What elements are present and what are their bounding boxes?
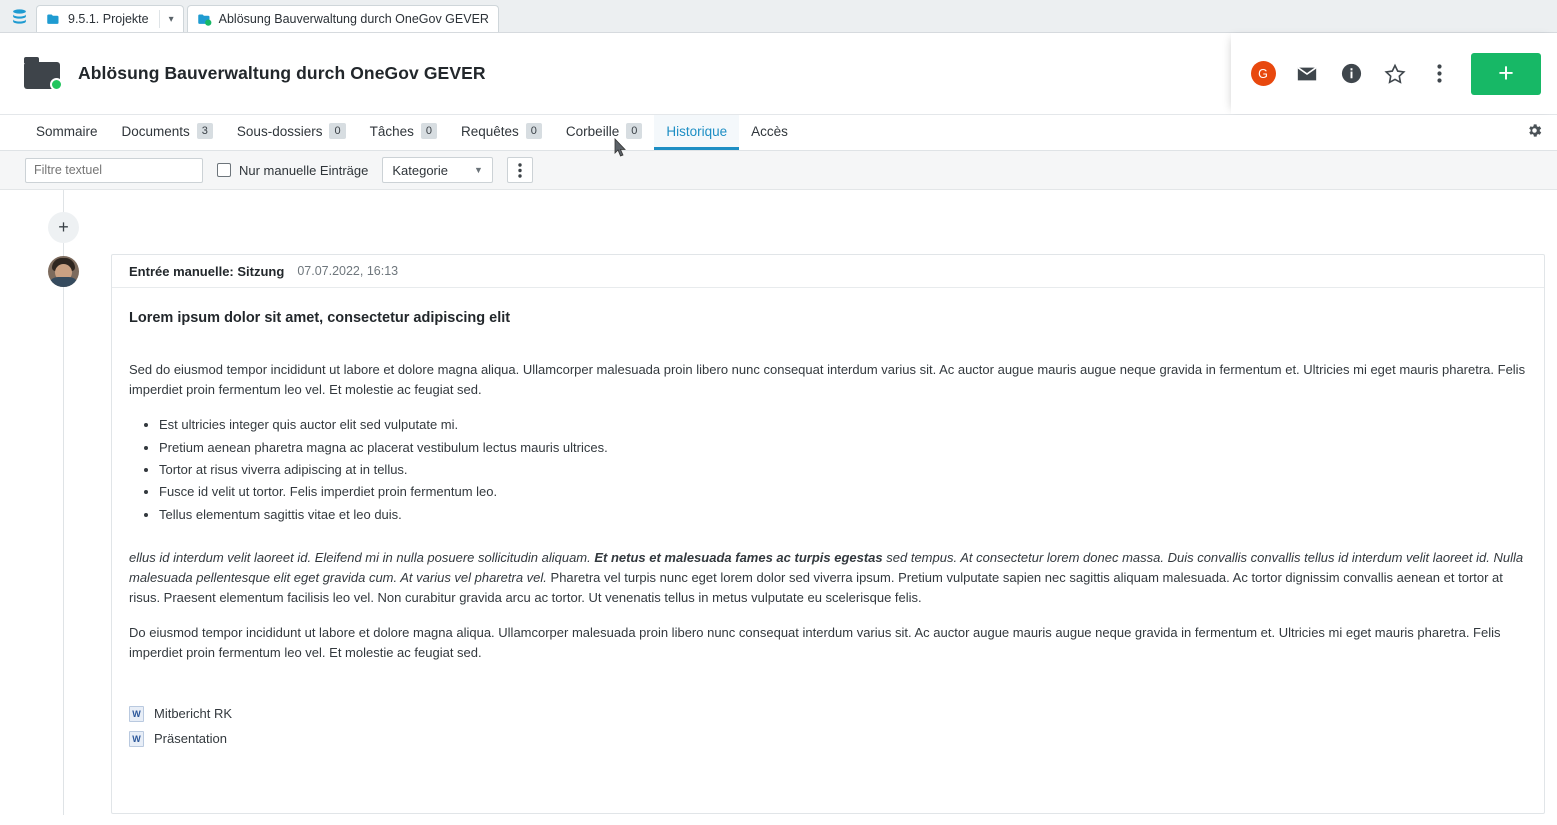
list-item: • Pretium aenean pharetra magna ac placerat vestibulum lectus mauris ultrices. xyxy=(159,437,1527,459)
entry-bullet-list xyxy=(129,414,1527,526)
history-entry-title: Entrée manuelle: Sitzung xyxy=(129,263,285,279)
list-item: • Tellus elementum sagittis vitae et leo duis. xyxy=(159,504,1527,526)
tab-corbeille-badge: 0 xyxy=(626,123,642,139)
history-filter-bar xyxy=(0,151,1557,190)
tab-sous-dossiers-label: Sous-dossiers xyxy=(236,123,323,139)
tab-historique[interactable] xyxy=(654,115,739,150)
manual-entries-label: Nur manuelle Einträge xyxy=(239,162,369,178)
entry-paragraph-2-italic-mid: sed tempus. At consectetur lorem donec massa. Duis convallis convallis tellus id interdum velit laoreet id. Nulla malesuada pellentesque elit eget gravida cum. At varius vel pharetra vel. xyxy=(129,550,1524,586)
entry-paragraph-2 xyxy=(129,548,1527,608)
manual-entries-checkbox[interactable] xyxy=(217,163,368,178)
avatar xyxy=(48,256,79,287)
tab-projekte-label: 9.5.1. Projekte xyxy=(68,12,149,26)
word-document-icon: W xyxy=(129,706,144,722)
add-history-entry-button[interactable]: + xyxy=(48,212,79,243)
tab-requetes-label: Requêtes xyxy=(461,123,519,139)
tab-sommaire-label: Sommaire xyxy=(36,123,98,139)
tab-taches[interactable] xyxy=(358,115,449,150)
entry-paragraph-2-bold: Et netus et malesuada fames ac turpis egestas xyxy=(594,550,883,566)
tab-corbeille[interactable] xyxy=(554,115,654,150)
filter-kebab-button[interactable] xyxy=(507,157,533,183)
user-avatar-button[interactable] xyxy=(1241,33,1285,115)
tab-documents[interactable] xyxy=(110,115,225,150)
kebab-icon[interactable] xyxy=(1417,33,1461,115)
tab-sommaire[interactable] xyxy=(24,115,110,150)
tab-documents-badge: 3 xyxy=(197,123,213,139)
page-header xyxy=(0,33,1557,115)
tab-documents-label: Documents xyxy=(121,123,190,139)
entry-paragraph-3: Do eiusmod tempor incididunt ut labore et dolore magna aliqua. Ullamcorper malesuada proin libero nunc consequat interdum varius sit. Ac auctor augue mauris augue neque gravida in fermentum et. Ultricies mi eget mauris pharetra. Felis imperdiet proin fermentum leo vel. Et molestie ac feugiat sed. xyxy=(129,624,1501,660)
info-icon[interactable] xyxy=(1329,33,1373,115)
list-item: • Tortor at risus viverra adipiscing at in tellus. xyxy=(159,459,1527,481)
history-entry-body xyxy=(112,288,1544,757)
tab-corbeille-label: Corbeille xyxy=(565,123,620,139)
dossier-tabs xyxy=(0,115,1557,151)
tab-projekte[interactable] xyxy=(36,5,184,32)
history-entry-header xyxy=(112,255,1544,288)
tab-dossier-label: Ablösung Bauverwaltung durch OneGov GEVER xyxy=(218,12,489,26)
history-entry-card xyxy=(111,254,1545,814)
checkbox-box[interactable] xyxy=(217,163,231,177)
attachment-label[interactable]: Präsentation xyxy=(154,731,227,747)
database-icon[interactable] xyxy=(6,3,32,29)
page-title: Ablösung Bauverwaltung durch OneGov GEVER xyxy=(78,63,486,83)
browser-tabstrip xyxy=(0,0,1557,33)
add-button[interactable]: + xyxy=(1471,53,1541,95)
history-timeline xyxy=(0,190,1557,815)
dossier-folder-icon xyxy=(24,58,62,90)
entry-paragraph-2-italic-lead: ellus id interdum velit laoreet id. Eleifend mi in nulla posuere sollicitudin aliquam. xyxy=(129,550,595,566)
tab-taches-label: Tâches xyxy=(369,123,414,139)
chevron-down-icon: ▼ xyxy=(474,165,483,175)
mail-icon[interactable] xyxy=(1285,33,1329,115)
tab-dossier[interactable] xyxy=(187,5,499,32)
list-item: • Est ultricies integer quis auctor elit sed vulputate mi. xyxy=(159,414,1527,436)
entry-paragraph-2-tail: Pharetra vel turpis nunc eget lorem dolor sed viverra ipsum. Pretium vulputate sapien nec sagittis aliquam malesuada. Ac tortor dignissim convallis aenean et tortor at risus. Praesent elementum facilisis leo vel. Non curabitur gravida arcu ac tortor. Ut venenatis tellus in metus vulputate eu scelerisque felis. xyxy=(129,570,1503,606)
attachment-row[interactable] xyxy=(129,731,1527,747)
attachment-label[interactable]: Mitbericht RK xyxy=(154,706,233,722)
dossier-icon xyxy=(197,12,212,27)
tab-requetes[interactable] xyxy=(449,115,554,150)
word-document-icon: W xyxy=(129,731,144,747)
entry-paragraph-1: Sed do eiusmod tempor incididunt ut labore et dolore magna aliqua. Ullamcorper malesuada proin libero nunc consequat interdum varius sit. Ac auctor augue mauris augue neque gravida in fermentum et. Ultricies mi eget mauris pharetra. Felis imperdiet proin fermentum leo vel. Et molestie ac feugiat sed. xyxy=(129,362,1526,398)
list-item: • Fusce id velit ut tortor. Felis imperdiet proin fermentum leo. xyxy=(159,481,1527,503)
tab-acces[interactable] xyxy=(739,115,800,150)
search-input[interactable] xyxy=(25,158,203,183)
avatar: G xyxy=(1251,61,1276,86)
header-actions xyxy=(1231,33,1557,114)
tab-requetes-badge: 0 xyxy=(526,123,542,139)
tab-sous-dossiers[interactable] xyxy=(225,115,358,150)
category-select-label: Kategorie xyxy=(392,162,449,178)
entry-heading: Lorem ipsum dolor sit amet, consectetur adipiscing elit xyxy=(129,310,511,326)
tab-historique-label: Historique xyxy=(666,123,728,139)
tab-acces-label: Accès xyxy=(751,123,788,139)
history-entry-date: 07.07.2022, 16:13 xyxy=(297,264,399,278)
project-icon xyxy=(46,12,61,27)
chevron-down-icon[interactable]: ▾ xyxy=(159,10,174,28)
star-icon[interactable] xyxy=(1373,33,1417,115)
tab-taches-badge: 0 xyxy=(421,123,437,139)
tab-sous-dossiers-badge: 0 xyxy=(329,123,345,139)
category-select[interactable] xyxy=(382,157,493,183)
gear-icon[interactable] xyxy=(1526,122,1543,144)
attachment-row[interactable] xyxy=(129,706,1527,722)
